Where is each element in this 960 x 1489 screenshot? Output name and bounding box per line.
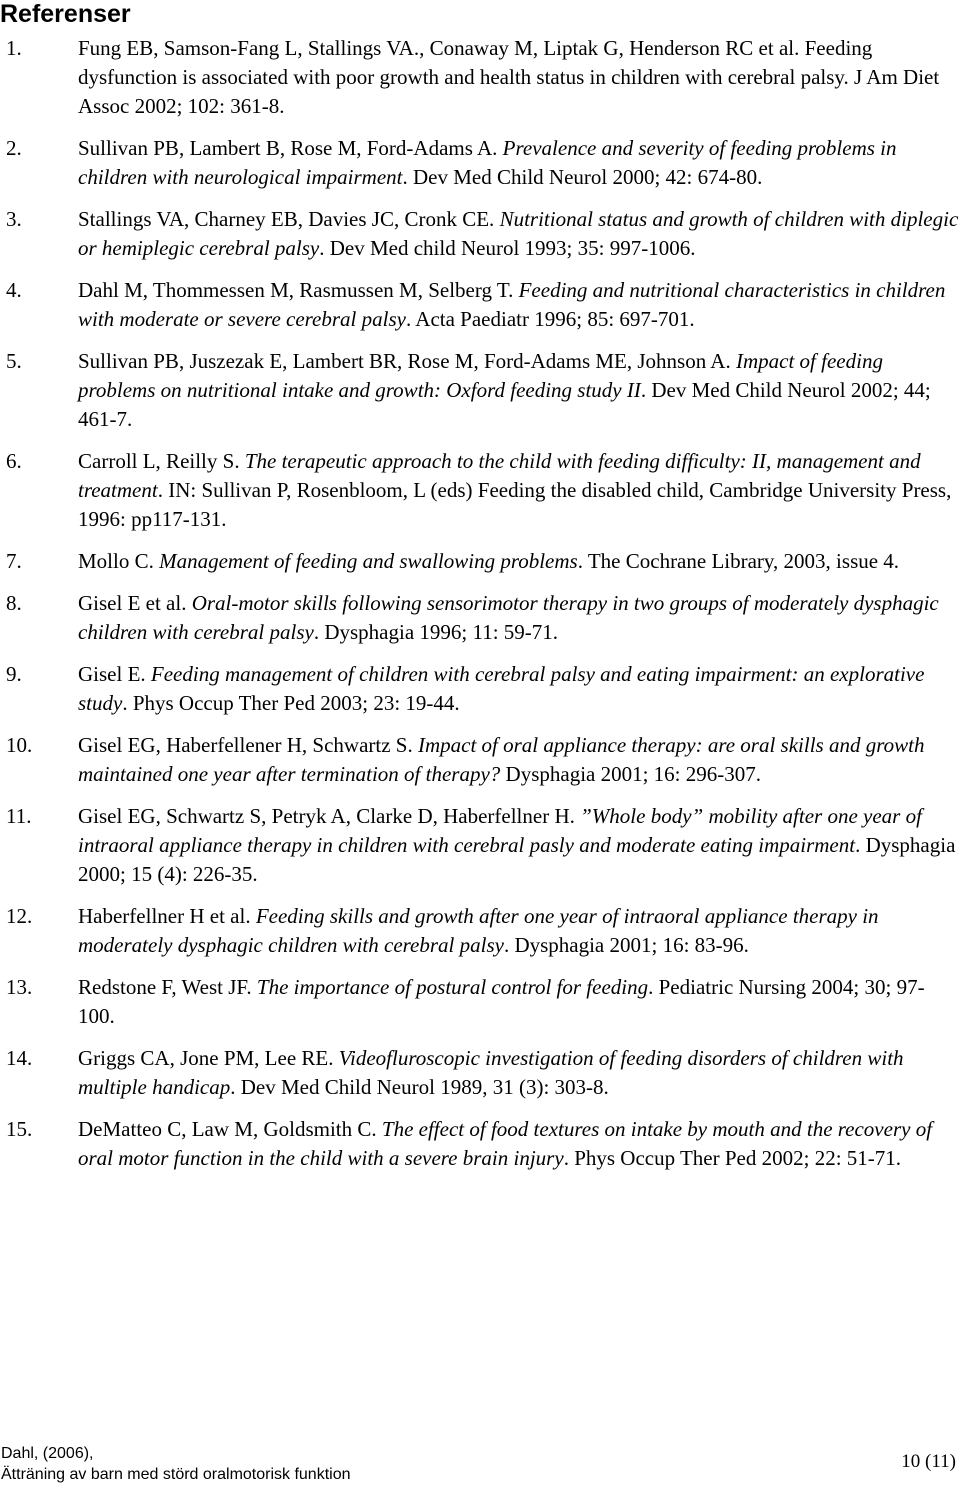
reference-source: Feeding dysfunction is associated with poor growth and health status in children with cerebral palsy. J Am Diet Assoc 2002; 102: 361-8. [78,36,940,118]
reference-item-5 [0,347,960,434]
reference-number: 14. [6,1046,33,1070]
reference-title: The importance of postural control for feeding [256,975,649,999]
reference-authors: Redstone F, West JF. [78,975,257,999]
reference-source: . Dev Med Child Neurol 2002; 44; 461-7. [78,378,931,431]
reference-number: 15. [6,1117,33,1141]
footer-author-year: Dahl, (2006), [1,1445,94,1462]
reference-source: . Phys Occup Ther Ped 2002; 22: 51-71. [563,1146,902,1170]
reference-list [0,34,960,1186]
reference-number: 7. [6,549,22,573]
reference-authors: DeMatteo C, Law M, Goldsmith C. [78,1117,382,1141]
reference-number: 4. [6,278,22,302]
reference-number: 1. [6,36,22,60]
reference-title: Feeding skills and growth after one year of intraoral appliance therapy in moderately dysphagic children with cerebral palsy [78,904,879,957]
reference-item-12 [0,902,960,960]
reference-authors: Haberfellner H et al. [78,904,256,928]
reference-title: Feeding management of children with cerebral palsy and eating impairment: an explorative study [78,662,925,715]
page-number: 10 (11) [901,1451,956,1472]
reference-number: 11. [6,804,32,828]
reference-authors: Sullivan PB, Lambert B, Rose M, Ford-Adams A. [78,136,503,160]
reference-source: . The Cochrane Library, 2003, issue 4. [577,549,900,573]
reference-title: Impact of oral appliance therapy: are oral skills and growth maintained one year after termination of therapy? [78,733,925,786]
reference-item-14 [0,1044,960,1102]
reference-item-3 [0,205,960,263]
reference-title: Feeding and nutritional characteristics in children with moderate or severe cerebral palsy [78,278,946,331]
reference-item-11 [0,802,960,889]
reference-authors: Gisel E. [78,662,151,686]
reference-item-9 [0,660,960,718]
reference-source: . Dev Med Child Neurol 2000; 42: 674-80. [402,165,763,189]
reference-item-13 [0,973,960,1031]
reference-authors: Gisel EG, Haberfellener H, Schwartz S. [78,733,418,757]
reference-number: 2. [6,136,22,160]
reference-authors: Sullivan PB, Juszezak E, Lambert BR, Rose M, Ford-Adams ME, Johnson A. [78,349,736,373]
reference-title: Prevalence and severity of feeding problems in children with neurological impairment [78,136,897,189]
reference-item-4 [0,276,960,334]
reference-authors: Gisel EG, Schwartz S, Petryk A, Clarke D, Haberfellner H. [78,804,581,828]
reference-number: 5. [6,349,22,373]
reference-title: Nutritional status and growth of children with diplegic or hemiplegic cerebral palsy [78,207,959,260]
reference-source: . Dysphagia 2001; 16: 83-96. [503,933,749,957]
reference-item-10 [0,731,960,789]
reference-item-8 [0,589,960,647]
reference-item-2 [0,134,960,192]
reference-authors: Dahl M, Thommessen M, Rasmussen M, Selberg T. [78,278,519,302]
reference-authors: Mollo C. [78,549,160,573]
reference-authors: Griggs CA, Jone PM, Lee RE. [78,1046,339,1070]
reference-number: 10. [6,733,33,757]
reference-source: . Phys Occup Ther Ped 2003; 23: 19-44. [122,691,460,715]
reference-source: . Pediatric Nursing 2004; 30; 97-100. [78,975,925,1028]
reference-title: Impact of feeding problems on nutritional intake and growth: Oxford feeding study II [78,349,883,402]
reference-source: Dysphagia 2001; 16: 296-307. [500,762,762,786]
reference-title: Management of feeding and swallowing problems [159,549,578,573]
reference-number: 12. [6,904,33,928]
reference-number: 9. [6,662,22,686]
reference-item-1 [0,34,960,121]
reference-item-7 [0,547,960,576]
footer-document-title: Ätträning av barn med störd oralmotorisk funktion [1,1466,351,1483]
reference-item-6 [0,447,960,534]
reference-title: Oral-motor skills following sensorimotor therapy in two groups of moderately dysphagic children with cerebral palsy [78,591,939,644]
reference-title: The terapeutic approach to the child with feeding difficulty: II, management and treatment [78,449,921,502]
reference-source: . Dysphagia 1996; 11: 59-71. [313,620,559,644]
reference-source: . Dysphagia 2000; 15 (4): 226-35. [78,833,956,886]
footer-left [1,1443,351,1485]
reference-title: ”Whole body” mobility after one year of intraoral appliance therapy in children with cerebral pasly and moderate eating impairment [78,804,922,857]
reference-authors: Stallings VA, Charney EB, Davies JC, Cronk CE. [78,207,500,231]
reference-number: 8. [6,591,22,615]
reference-number: 3. [6,207,22,231]
reference-source: . Acta Paediatr 1996; 85: 697-701. [405,307,695,331]
reference-authors: Fung EB, Samson-Fang L, Stallings VA., Conaway M, Liptak G, Henderson RC et al. [78,36,805,60]
reference-source: . IN: Sullivan P, Rosenbloom, L (eds) Feeding the disabled child, Cambridge University Press, 1996: pp117-131. [78,478,952,531]
reference-title: Videofluroscopic investigation of feeding disorders of children with multiple handicap [78,1046,904,1099]
reference-item-15 [0,1115,960,1173]
reference-authors: Carroll L, Reilly S. [78,449,245,473]
reference-number: 6. [6,449,22,473]
reference-title: The effect of food textures on intake by mouth and the recovery of oral motor function in the child with a severe brain injury [78,1117,933,1170]
reference-source: . Dev Med child Neurol 1993; 35: 997-1006. [319,236,696,260]
reference-authors: Gisel E et al. [78,591,192,615]
reference-source: . Dev Med Child Neurol 1989, 31 (3): 303-8. [230,1075,609,1099]
reference-number: 13. [6,975,33,999]
page-title: Referenser [0,0,131,28]
